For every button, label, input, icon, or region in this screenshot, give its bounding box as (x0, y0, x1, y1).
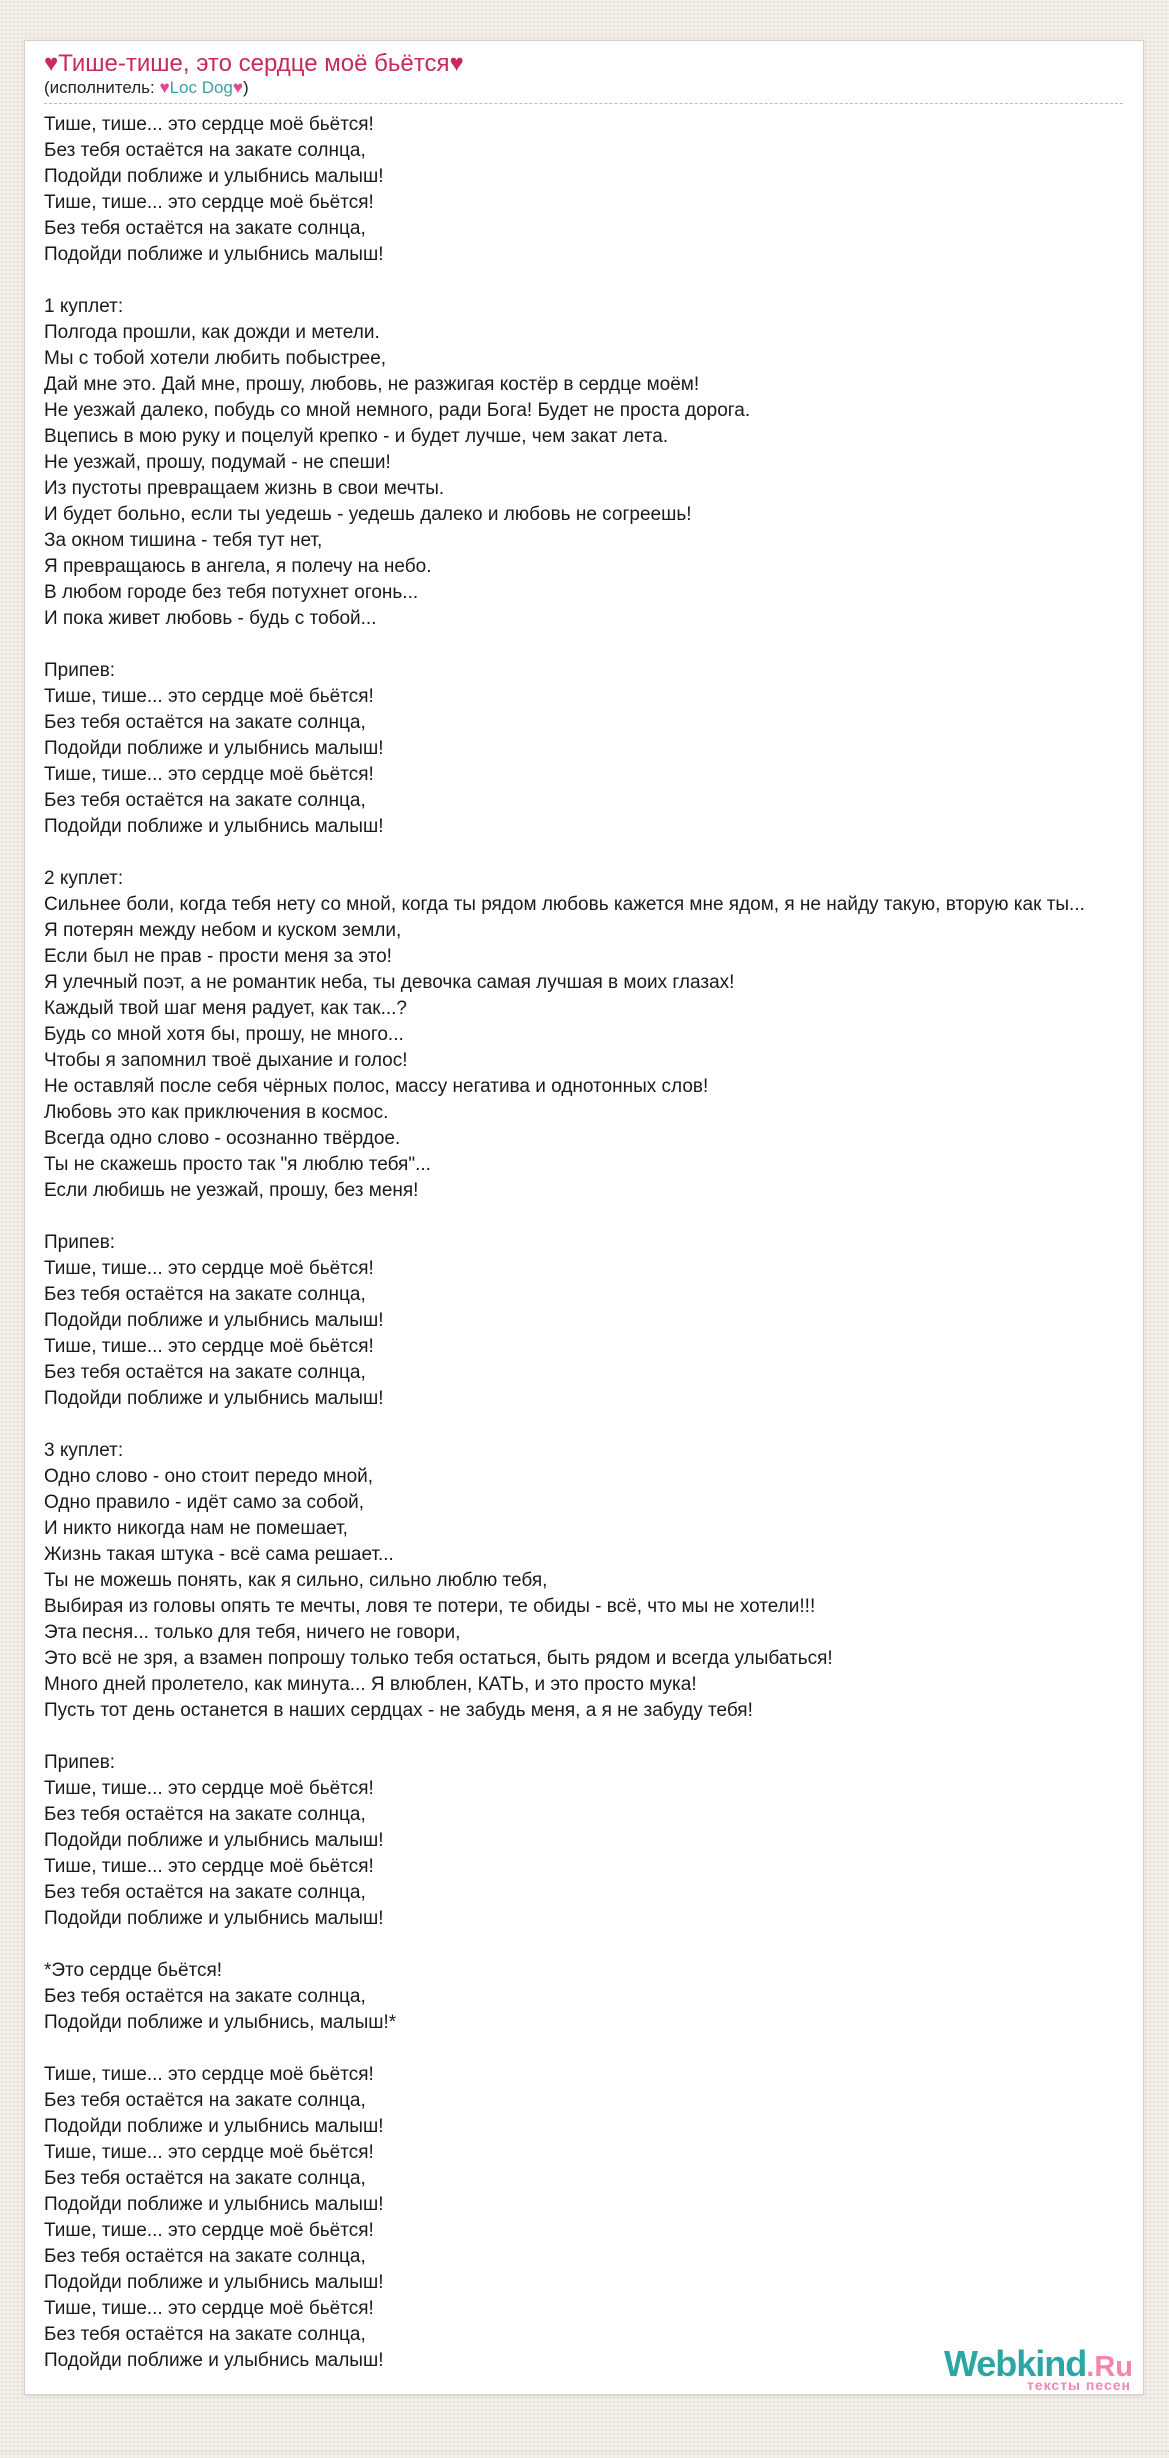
lyric-line: Это всё не зря, а взамен попрошу только тебя остаться, быть рядом и всегда улыбаться! (44, 1648, 833, 1669)
lyric-line: 1 куплет: (44, 296, 124, 317)
lyric-line: Вцепись в мою руку и поцелуй крепко - и будет лучше, чем закат лета. (44, 426, 669, 447)
lyric-line: Подойди поближе и улыбнись малыш! (44, 2350, 384, 2371)
lyric-line: Подойди поближе и улыбнись малыш! (44, 244, 384, 265)
song-header (44, 51, 1123, 104)
background-dotted-line (0, 2451, 1169, 2452)
lyric-line: Одно правило - идёт само за собой, (44, 1492, 365, 1513)
lyric-line: Припев: (44, 660, 116, 681)
lyrics-text (44, 112, 1123, 2374)
lyric-line: Тише, тише... это сердце моё бьётся! (44, 2298, 374, 2319)
lyric-block (44, 294, 1123, 632)
heart-icon: ♥ (159, 78, 170, 97)
lyric-line: Без тебя остаётся на закате солнца, (44, 1804, 366, 1825)
lyric-line: И никто никогда нам не помешает, (44, 1518, 348, 1539)
artist-link[interactable]: Loc Dog (169, 78, 233, 97)
lyric-line: Подойди поближе и улыбнись малыш! (44, 2194, 384, 2215)
lyric-line: Без тебя остаётся на закате солнца, (44, 2324, 366, 2345)
lyric-line: Подойди поближе и улыбнись малыш! (44, 738, 384, 759)
lyric-line: Без тебя остаётся на закате солнца, (44, 2168, 366, 2189)
lyric-line: Тише, тише... это сердце моё бьётся! (44, 114, 374, 135)
lyric-line: Без тебя остаётся на закате солнца, (44, 1284, 366, 1305)
lyric-line: Если был не прав - прости меня за это! (44, 946, 392, 967)
lyric-line: Без тебя остаётся на закате солнца, (44, 2090, 366, 2111)
lyric-line: Без тебя остаётся на закате солнца, (44, 1882, 366, 1903)
lyric-line: Одно слово - оно стоит передо мной, (44, 1466, 374, 1487)
lyric-block (44, 1750, 1123, 1932)
lyric-line: Без тебя остаётся на закате солнца, (44, 218, 366, 239)
lyric-line: 2 куплет: (44, 868, 124, 889)
logo-webkind-label: Webkind (943, 2343, 1087, 2384)
lyric-line: Тише, тише... это сердце моё бьётся! (44, 1856, 374, 1877)
lyric-line: Без тебя остаётся на закате солнца, (44, 140, 366, 161)
lyric-line: Припев: (44, 1752, 116, 1773)
lyrics-card (24, 40, 1144, 2395)
lyric-line: Без тебя остаётся на закате солнца, (44, 790, 366, 811)
lyric-line: В любом городе без тебя потухнет огонь... (44, 582, 419, 603)
lyric-line: Чтобы я запомнил твоё дыхание и голос! (44, 1050, 408, 1071)
lyric-line: Тише, тише... это сердце моё бьётся! (44, 1258, 374, 1279)
lyric-line: Подойди поближе и улыбнись малыш! (44, 1830, 384, 1851)
lyric-line: Без тебя остаётся на закате солнца, (44, 2246, 366, 2267)
artist-prefix-label: (исполнитель: (44, 78, 160, 97)
lyric-line: И пока живет любовь - будь с тобой... (44, 608, 377, 629)
lyric-line: Я превращаюсь в ангела, я полечу на небо. (44, 556, 432, 577)
lyric-line: Тише, тише... это сердце моё бьётся! (44, 2142, 374, 2163)
lyric-line: Я улечный поэт, а не романтик неба, ты девочка самая лучшая в моих глазах! (44, 972, 735, 993)
lyric-block (44, 1958, 1123, 2036)
lyric-line: Выбирая из головы опять те мечты, ловя те потери, те обиды - всё, что мы не хотели!!! (44, 1596, 816, 1617)
lyric-line: Припев: (44, 1232, 116, 1253)
lyric-line: Не уезжай, прошу, подумай - не спеши! (44, 452, 391, 473)
lyric-block (44, 658, 1123, 840)
lyric-line: Без тебя остаётся на закате солнца, (44, 1986, 366, 2007)
lyric-line: Тише, тише... это сердце моё бьётся! (44, 764, 374, 785)
lyric-line: Тише, тише... это сердце моё бьётся! (44, 1336, 374, 1357)
lyric-line: Каждый твой шаг меня радует, как так...? (44, 998, 407, 1019)
lyric-line: 3 куплет: (44, 1440, 124, 1461)
lyric-line: Ты не скажешь просто так "я люблю тебя"... (44, 1154, 431, 1175)
lyric-line: Тише, тише... это сердце моё бьётся! (44, 2064, 374, 2085)
lyric-line: Тише, тише... это сердце моё бьётся! (44, 2220, 374, 2241)
lyric-line: Эта песня... только для тебя, ничего не говори, (44, 1622, 461, 1643)
lyric-line: Мы с тобой хотели любить побыстрее, (44, 348, 387, 369)
lyric-line: Ты не можешь понять, как я сильно, сильно люблю тебя, (44, 1570, 548, 1591)
page-title: ♥Тише-тише, это сердце моё бьётся♥ (44, 50, 464, 77)
lyric-block (44, 866, 1123, 1204)
lyric-line: Любовь это как приключения в космос. (44, 1102, 389, 1123)
lyric-block (44, 112, 1123, 268)
lyric-line: Подойди поближе и улыбнись малыш! (44, 1310, 384, 1331)
lyric-line: Подойди поближе и улыбнись, малыш!* (44, 2012, 397, 2033)
lyric-line: *Это сердце бьётся! (44, 1960, 223, 1981)
lyric-line: Жизнь такая штука - всё сама решает... (44, 1544, 394, 1565)
lyric-line: Сильнее боли, когда тебя нету со мной, когда ты рядом любовь кажется мне ядом, я не найду такую, вторую как ты... (44, 894, 1085, 915)
lyric-line: Без тебя остаётся на закате солнца, (44, 1362, 366, 1383)
lyric-line: Не уезжай далеко, побудь со мной немного, ради Бога! Будет не проста дорога. (44, 400, 751, 421)
lyric-line: Пусть тот день останется в наших сердцах - не забудь меня, а я не забуду тебя! (44, 1700, 753, 1721)
lyric-line: Полгода прошли, как дожди и метели. (44, 322, 380, 343)
lyric-line: Я потерян между небом и куском земли, (44, 920, 402, 941)
lyric-line: Тише, тише... это сердце моё бьётся! (44, 192, 374, 213)
webkind-logo[interactable] (943, 2343, 1133, 2393)
lyric-line: Подойди поближе и улыбнись малыш! (44, 1908, 384, 1929)
lyric-line: И будет больно, если ты уедешь - уедешь далеко и любовь не согреешь! (44, 504, 692, 525)
artist-suffix-label: ) (242, 78, 249, 97)
lyric-line: Много дней пролетело, как минута... Я влюблен, КАТЬ, и это просто мука! (44, 1674, 697, 1695)
heart-icon: ♥ (232, 78, 243, 97)
lyric-block (44, 1230, 1123, 1412)
lyric-line: Всегда одно слово - осознанно твёрдое. (44, 1128, 401, 1149)
lyric-line: Тише, тише... это сердце моё бьётся! (44, 1778, 374, 1799)
lyric-line: Подойди поближе и улыбнись малыш! (44, 2116, 384, 2137)
lyric-line: Если любишь не уезжай, прошу, без меня! (44, 1180, 419, 1201)
lyric-line: Будь со мной хотя бы, прошу, не много... (44, 1024, 404, 1045)
lyric-block (44, 1438, 1123, 1724)
lyric-line: Тише, тише... это сердце моё бьётся! (44, 686, 374, 707)
lyric-line: Подойди поближе и улыбнись малыш! (44, 816, 384, 837)
artist-line (44, 78, 1123, 98)
logo-tagline: тексты песен (1026, 2377, 1131, 2393)
lyric-line: Из пустоты превращаем жизнь в свои мечты. (44, 478, 445, 499)
lyric-line: Без тебя остаётся на закате солнца, (44, 712, 366, 733)
lyric-line: Подойди поближе и улыбнись малыш! (44, 166, 384, 187)
lyric-line: Подойди поближе и улыбнись малыш! (44, 1388, 384, 1409)
lyric-line: Подойди поближе и улыбнись малыш! (44, 2272, 384, 2293)
lyric-block (44, 2062, 1123, 2374)
lyric-line: За окном тишина - тебя тут нет, (44, 530, 323, 551)
lyric-line: Не оставляй после себя чёрных полос, массу негатива и однотонных слов! (44, 1076, 709, 1097)
logo-ru-label: .Ru (1086, 2351, 1133, 2383)
lyric-line: Дай мне это. Дай мне, прошу, любовь, не разжигая костёр в сердце моём! (44, 374, 700, 395)
